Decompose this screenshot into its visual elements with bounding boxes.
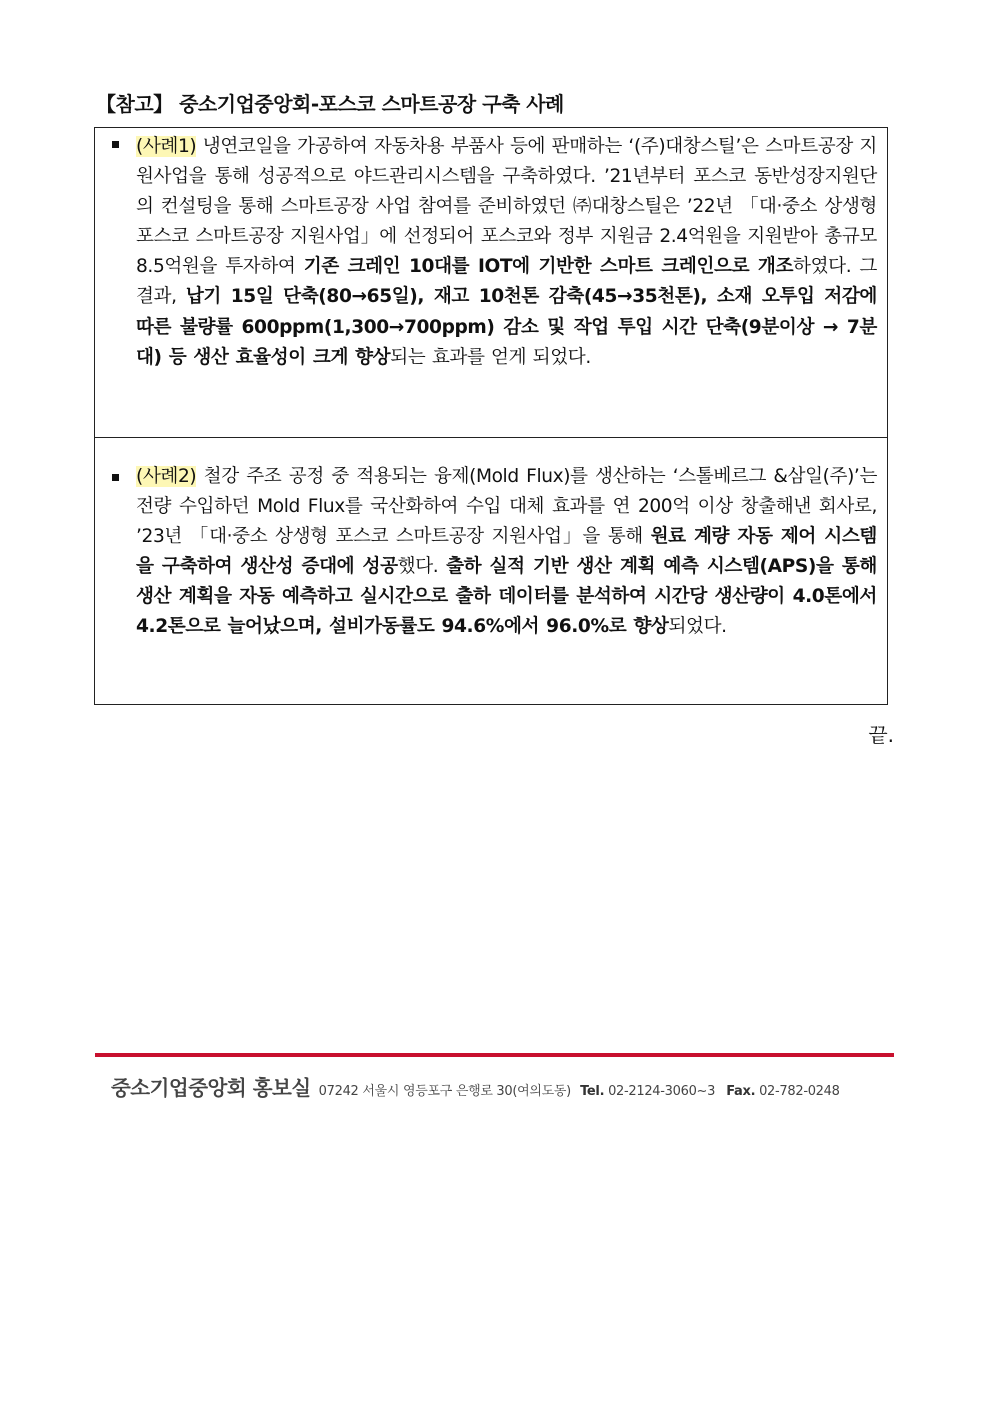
case-text-segment: 되었다. — [668, 616, 727, 638]
case-tag: (사례1) — [136, 136, 197, 157]
case-2-text — [136, 462, 877, 643]
case-2 — [95, 462, 887, 702]
footer-fax-label: Fax. — [726, 1084, 756, 1099]
end-mark: 끝. — [868, 723, 894, 747]
page-title: 【참고】 중소기업중앙회-포스코 스마트공장 구축 사례 — [96, 92, 564, 116]
case-1 — [95, 128, 887, 438]
case-text-segment: 냉연코일을 가공하여 자동차용 부품사 등에 판매하는 ‘(주)대창스틸’은 스마트공장 지원사업을 통해 성공적으로 야드관리시스템을 구축하였다. ’21년부터 포스코 동반성장지원단의 컨설팅을 통해 스마트공장 사업 참여를 준비하였던 ㈜대창스틸은 ’22년 「대·중소 상생형 포스코 스마트공장 지원사업」에 선정되어 포스코와 정부 지원금 2.4억원을 지원받아 총규모 8.5억원을 투자하여 — [136, 136, 877, 278]
square-bullet-icon — [112, 141, 119, 148]
case-highlight: 기존 크레인 10대를 IOT에 기반한 스마트 크레인으로 개조 — [303, 256, 794, 278]
case-text-segment: 하였다. 그 결과, — [136, 256, 877, 308]
case-text-segment: 되는 효과를 얻게 되었다. — [390, 346, 591, 368]
case-highlight: 납기 15일 단축(80→65일), 재고 10천톤 감축(45→35천톤), 소재 오투입 저감에 따른 불량률 600ppm(1,300→700ppm) 감소 및 작업 투입 시간 단축(9분이상 → 7분대) 등 생산 효율성이 크게 향상 — [136, 286, 877, 368]
case-highlight: 출하 실적 기반 생산 계획 예측 시스템(APS)을 통해 생산 계획을 자동 예측하고 실시간으로 출하 데이터를 분석하여 시간당 생산량이 4.0톤에서 4.2톤으로 늘어났으며, 설비가동률도 94.6%에서 96.0%로 향상 — [136, 556, 877, 638]
case-text-segment: 철강 주조 공정 중 적용되는 융제(Mold Flux)를 생산하는 ‘스톨베르그 &삼일(주)’는 전량 수입하던 Mold Flux를 국산화하여 수입 대체 효과를 연 200억 이상 창출해낸 회사로, ’23년 「대·중소 상생형 포스코 스마트공장 지원사업」을 통해 — [136, 466, 877, 548]
footer-tel: 02-2124-3060~3 — [608, 1084, 716, 1099]
footer-address: 07242 서울시 영등포구 은행로 30(여의도동) — [318, 1084, 571, 1099]
case-highlight: 원료 계량 자동 제어 시스템을 구축하여 생산성 증대에 성공 — [136, 526, 877, 578]
case-box — [94, 127, 888, 705]
case-tag: (사례2) — [136, 466, 197, 487]
case-1-text — [136, 132, 877, 373]
footer-fax: 02-782-0248 — [759, 1084, 840, 1099]
square-bullet-icon — [112, 474, 119, 481]
footer-divider — [95, 1053, 894, 1057]
footer — [111, 1071, 901, 1101]
footer-org: 중소기업중앙회 홍보실 — [111, 1076, 311, 1100]
footer-tel-label: Tel. — [580, 1084, 605, 1099]
case-text-segment: 했다. — [397, 556, 447, 578]
